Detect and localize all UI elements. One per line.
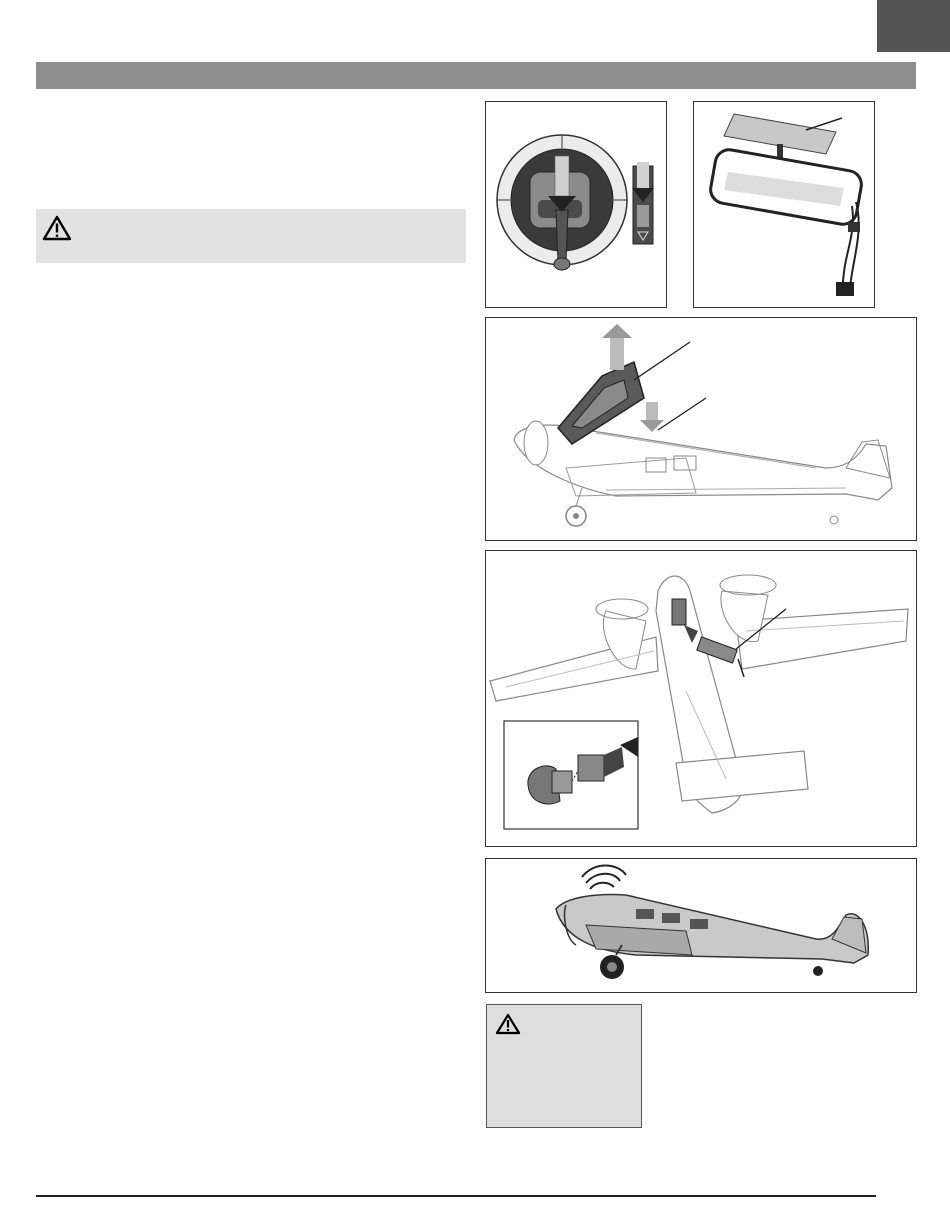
warning-triangle-icon bbox=[495, 1013, 521, 1035]
signal-waves-icon bbox=[582, 866, 626, 890]
connector-plug-icon bbox=[504, 721, 638, 829]
section-header-bar bbox=[36, 62, 916, 89]
down-arrow-icon bbox=[640, 398, 706, 432]
warning-triangle-icon bbox=[42, 215, 72, 241]
footer-rule bbox=[36, 1195, 876, 1197]
figure-install-battery bbox=[485, 550, 917, 847]
battery-pack-icon bbox=[708, 148, 863, 296]
figure-power-on bbox=[485, 858, 917, 993]
up-arrow-icon bbox=[602, 324, 632, 370]
warning-box bbox=[36, 209, 466, 263]
airplane-side-icon bbox=[556, 895, 868, 979]
throttle-trim-icon bbox=[632, 162, 654, 244]
section-tab bbox=[877, 0, 950, 52]
figure-battery-hook-loop bbox=[693, 101, 875, 308]
warning-box-secondary bbox=[486, 1004, 642, 1128]
figure-remove-hatch bbox=[485, 317, 917, 541]
figure-throttle-low bbox=[485, 101, 667, 308]
